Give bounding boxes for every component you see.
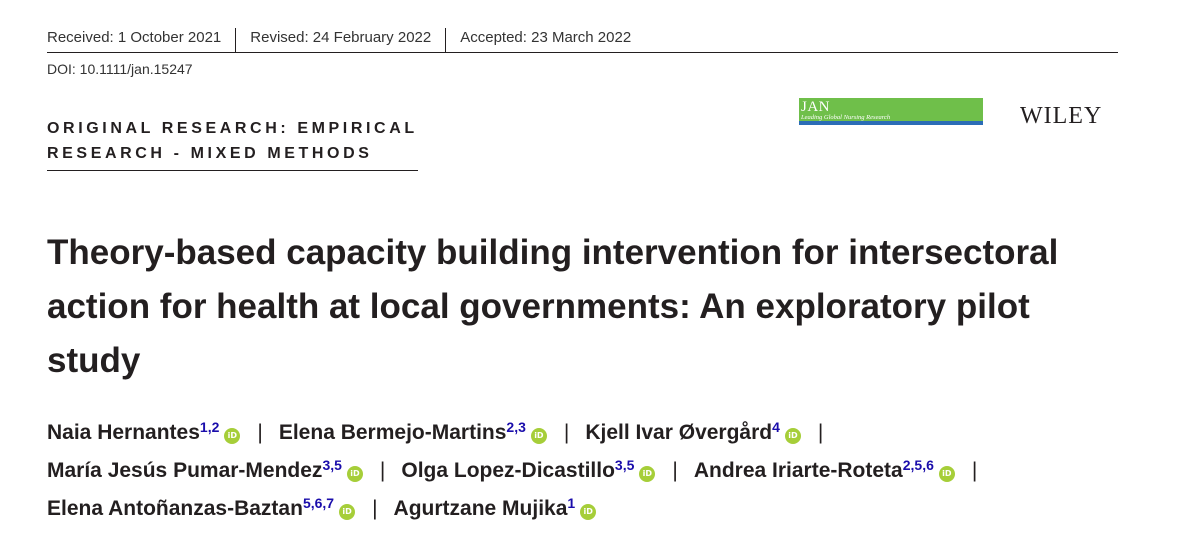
article-category [47, 116, 418, 171]
author-separator: | [563, 421, 570, 444]
category-line-1: ORIGINAL RESEARCH: EMPIRICAL [47, 120, 418, 137]
article-title: Theory-based capacity building intervention for intersectoral action for health at local governments: An exploratory pilot study [47, 233, 1059, 380]
received-date: Received: 1 October 2021 [47, 29, 222, 46]
author-name[interactable]: María Jesús Pumar-Mendez [47, 459, 323, 482]
author[interactable] [279, 421, 547, 444]
affiliation-ref[interactable]: 3,5 [614, 457, 635, 473]
author-separator: | [817, 421, 824, 444]
affiliation-ref[interactable]: 1,2 [199, 419, 220, 435]
author[interactable] [47, 459, 363, 482]
jan-logo-tagline: Leading Global Nursing Research [801, 114, 891, 121]
orcid-icon[interactable]: iD [347, 466, 363, 482]
author[interactable] [694, 459, 955, 482]
author[interactable] [394, 497, 597, 520]
orcid-icon[interactable]: iD [531, 428, 547, 444]
jan-journal-logo[interactable] [799, 98, 983, 126]
author-name[interactable]: Kjell Ivar Øvergård [585, 421, 773, 444]
author-name[interactable]: Elena Bermejo-Martins [278, 421, 507, 444]
author[interactable] [47, 497, 355, 520]
category-line-2: RESEARCH - MIXED METHODS [47, 145, 373, 162]
author-list [47, 414, 1167, 528]
affiliation-ref[interactable]: 3,5 [322, 457, 342, 473]
revised-date: Revised: 24 February 2022 [235, 28, 445, 52]
orcid-icon[interactable]: iD [785, 428, 801, 444]
orcid-icon[interactable]: iD [639, 466, 655, 482]
author[interactable] [401, 459, 655, 482]
affiliation-ref[interactable]: 4 [772, 419, 780, 435]
author[interactable] [585, 421, 801, 444]
author-separator: | [257, 421, 263, 444]
author-separator: | [372, 497, 378, 520]
orcid-icon[interactable]: iD [939, 466, 955, 482]
article-history [47, 28, 1118, 53]
author-separator: | [971, 459, 978, 482]
author[interactable] [47, 421, 240, 444]
author-separator: | [379, 459, 386, 482]
affiliation-ref[interactable]: 2,5,6 [902, 457, 934, 473]
wiley-logo[interactable]: WILEY [1020, 103, 1103, 129]
affiliation-ref[interactable]: 2,3 [506, 419, 526, 435]
jan-logo-blue-stripe [799, 121, 983, 125]
author-name[interactable]: Naia Hernantes [47, 421, 200, 444]
orcid-icon[interactable]: iD [580, 504, 596, 520]
affiliation-ref[interactable]: 5,6,7 [302, 495, 335, 511]
doi[interactable]: DOI: 10.1111/jan.15247 [47, 61, 193, 77]
author-name[interactable]: Agurtzane Mujika [393, 497, 568, 520]
author-name[interactable]: Olga Lopez-Dicastillo [401, 459, 615, 482]
affiliation-ref[interactable]: 1 [567, 495, 576, 511]
orcid-icon[interactable]: iD [339, 504, 355, 520]
author-name[interactable]: Elena Antoñanzas-Baztan [47, 497, 303, 520]
author-separator: | [672, 459, 678, 482]
jan-logo-text: JAN [801, 99, 831, 115]
orcid-icon[interactable]: iD [224, 428, 240, 444]
accepted-date: Accepted: 23 March 2022 [445, 28, 645, 52]
author-name[interactable]: Andrea Iriarte-Roteta [693, 459, 903, 482]
